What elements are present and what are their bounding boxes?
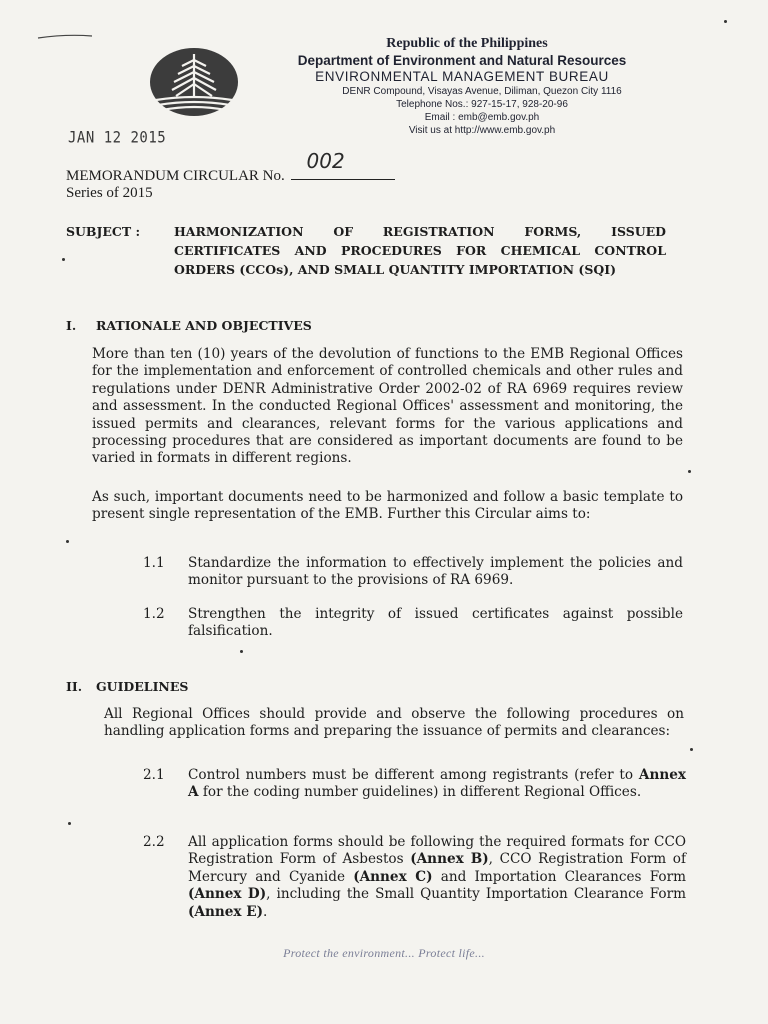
annex-d-reference: (Annex D) <box>188 886 267 903</box>
annex-a-reference: Annex A <box>188 767 686 801</box>
letterhead <box>262 36 662 137</box>
guidelines-paragraph: All Regional Offices should provide and observe the following procedures on handling application forms and preparing the issuance of permits and clearances: <box>104 706 684 740</box>
aims-paragraph: As such, important documents need to be harmonized and follow a basic template to present single representation of the EMB. Further this Circular aims to: <box>92 489 683 523</box>
subject-text: HARMONIZATION OF REGISTRATION FORMS, ISSUED CERTIFICATES AND PROCEDURES FOR CHEMICAL CONTROL ORDERS (CCOs), AND SMALL QUANTITY IMPORTATION (SQI) <box>174 224 666 277</box>
section-heading-rationale <box>66 318 312 333</box>
item-text-part: , including the Small Quantity Importation Clearance Form <box>266 886 687 903</box>
item-number: 2.1 <box>143 767 165 783</box>
memo-series: Series of 2015 <box>66 185 153 201</box>
website-line: Visit us at http://www.emb.gov.ph <box>408 125 556 136</box>
email-line: Email : emb@emb.gov.ph <box>424 112 540 123</box>
annex-c-reference: (Annex C) <box>353 868 433 885</box>
item-text-part: for the coding number guidelines) in different Regional Offices. <box>198 784 642 801</box>
scan-speck <box>68 822 71 825</box>
annex-e-reference: (Annex E) <box>188 903 264 920</box>
section-number: I. <box>66 318 77 333</box>
subject-block <box>66 222 666 279</box>
item-text-part: Control numbers must be different among registrants (refer to <box>188 767 639 783</box>
department-line: Department of Environment and Natural Resources <box>297 53 627 68</box>
item-text-part: All application forms should be following the required formats for CCO Registration Form of Asbestos <box>188 834 686 868</box>
item-number: 1.2 <box>143 606 165 622</box>
rationale-paragraph: More than ten (10) years of the devolution of functions to the EMB Regional Offices for the implementation and enforcement of controlled chemicals and other rules and regulations under DENR Administrative Order 2002-02 of RA 6969 requires review and assessment. In the conducted Regional Offices' assessment and monitoring, the issued permits and clearances, relevant forms for the various applications and processing procedures that are considered as important documents are found to be varied in formats in different regions. <box>92 346 683 467</box>
memo-number-line <box>291 149 395 180</box>
date-stamp: JAN 12 2015 <box>68 128 167 148</box>
section-title: RATIONALE AND OBJECTIVES <box>96 318 312 333</box>
republic-line: Republic of the Philippines <box>386 36 548 51</box>
item-number: 1.1 <box>143 555 165 571</box>
footer-slogan: Protect the environment... Protect life... <box>283 946 485 960</box>
bureau-line: ENVIRONMENTAL MANAGEMENT BUREAU <box>315 69 609 84</box>
item-text-part: and Importation Clearances Form <box>432 868 686 885</box>
annex-b-reference: (Annex B) <box>410 851 489 868</box>
scan-speck <box>724 20 727 23</box>
section-heading-guidelines <box>66 679 188 694</box>
item-text: Strengthen the integrity of issued certificates against possible falsification. <box>188 606 683 640</box>
item-text <box>188 834 686 921</box>
telephone-line: Telephone Nos.: 927-15-17, 928-20-96 <box>396 99 568 110</box>
scan-speck <box>62 258 65 261</box>
item-text <box>188 767 686 802</box>
emb-leaf-logo-icon <box>148 46 240 118</box>
scan-speck <box>688 470 691 473</box>
scan-speck <box>690 748 693 751</box>
section-number: II. <box>66 679 83 694</box>
memo-header <box>66 149 395 202</box>
scan-mark-icon <box>36 30 96 42</box>
item-text-part: , CCO Registration Form of Mercury and Cyanide <box>188 851 686 885</box>
memo-number: 002 <box>306 149 345 173</box>
section-title: GUIDELINES <box>96 679 189 694</box>
item-number: 2.2 <box>143 834 165 850</box>
item-text-part: . <box>263 903 268 920</box>
scan-speck <box>240 650 243 653</box>
scan-speck <box>66 540 69 543</box>
item-text: Standardize the information to effectively implement the policies and monitor pursuant to the provisions of RA 6969. <box>188 555 683 589</box>
address-line: DENR Compound, Visayas Avenue, Diliman, Quezon City 1116 <box>342 86 622 97</box>
subject-label: SUBJECT : <box>66 224 141 239</box>
memo-label: MEMORANDUM CIRCULAR No. <box>66 168 285 184</box>
